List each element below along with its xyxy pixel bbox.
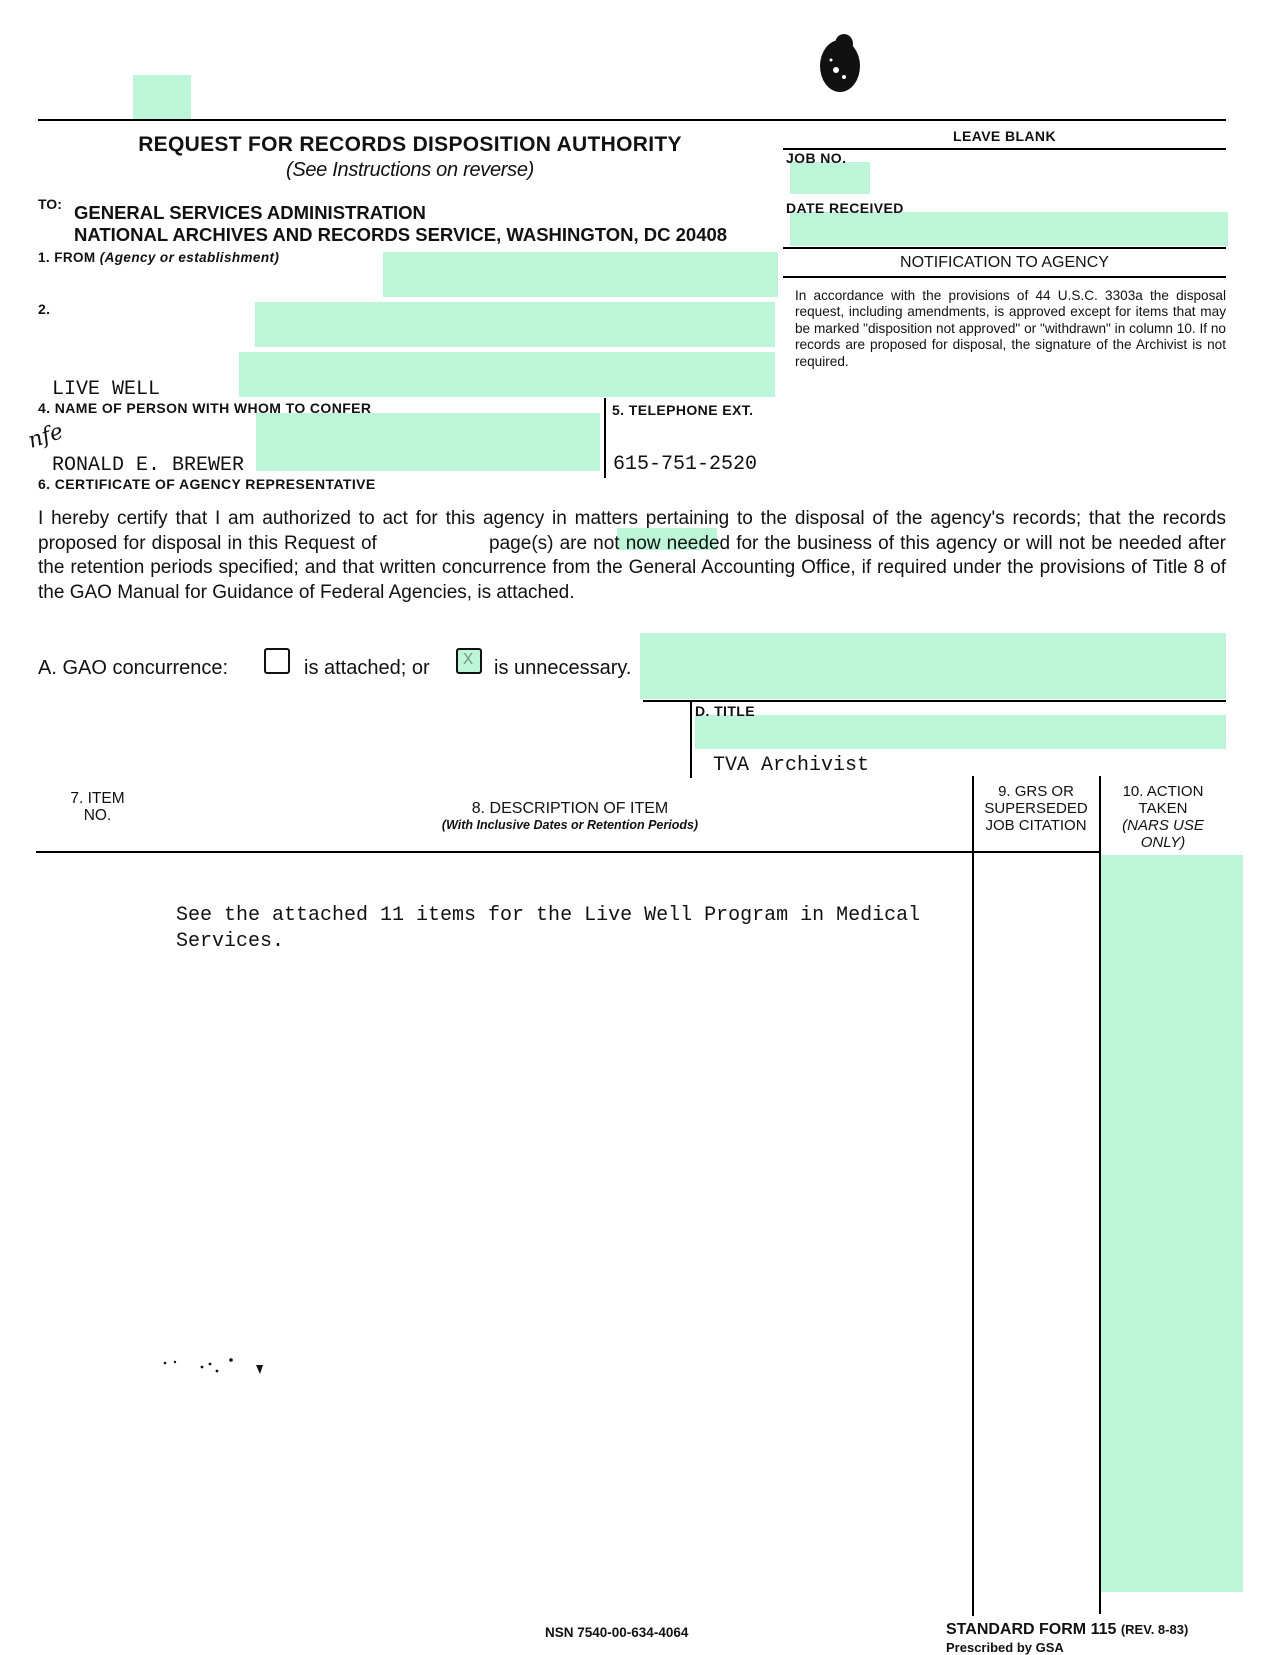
- stamp-mark: [814, 30, 866, 96]
- nsn-number: NSN 7540-00-634-4064: [545, 1625, 689, 1640]
- from-hint: (Agency or establishment): [99, 250, 280, 265]
- notification-heading: NOTIFICATION TO AGENCY: [900, 254, 1109, 271]
- job-no-label: JOB NO.: [786, 150, 847, 166]
- form-subtitle: (See Instructions on reverse): [285, 159, 535, 181]
- phone-label: 5. TELEPHONE EXT.: [612, 402, 754, 418]
- col-grs-header: 9. GRS OR SUPERSEDED JOB CITATION: [984, 783, 1088, 834]
- rule-title-divider: [690, 700, 692, 778]
- rule-notification-top: [783, 247, 1226, 249]
- col-description-hint: (With Inclusive Dates or Retention Periods): [441, 818, 699, 832]
- redaction-top: [133, 75, 191, 119]
- rule-leave-blank: [783, 148, 1226, 150]
- rule-phone-divider: [604, 398, 606, 478]
- col-action-hint: (NARS USE ONLY): [1122, 817, 1204, 851]
- field-3-value: LIVE WELL: [52, 378, 161, 401]
- from-label: [38, 250, 279, 265]
- to-line-1: GENERAL SERVICES ADMINISTRATION: [74, 202, 426, 223]
- certificate-label: 6. CERTIFICATE OF AGENCY REPRESENTATIVE: [38, 476, 376, 492]
- item-description-line-1: See the attached 11 items for the Live Well Program in Medical: [176, 904, 921, 927]
- to-label: TO:: [38, 196, 62, 212]
- gao-unnecessary-text: is unnecessary.: [494, 657, 632, 679]
- item-description-line-2: Services.: [176, 930, 285, 953]
- gao-attached-checkbox[interactable]: [264, 648, 290, 674]
- rule-notification-bottom: [783, 276, 1226, 278]
- gao-attached-text: is attached; or: [304, 657, 430, 679]
- certificate-text-before: I hereby certify that I am authorized to act for this agency in matters pertaining to the disposal of the agency's records; that the records proposed for disposal in this Request of: [38, 508, 1226, 554]
- rule-col9-left: [972, 776, 974, 1616]
- field-2-label: 2.: [38, 301, 51, 317]
- gao-label: A. GAO concurrence:: [38, 657, 229, 679]
- col-item-no-header: 7. ITEM NO.: [70, 790, 125, 824]
- contact-value: RONALD E. BREWER: [52, 454, 245, 477]
- contact-field[interactable]: [256, 413, 600, 471]
- phone-value: 615-751-2520: [613, 453, 758, 476]
- col-action-title: 10. ACTION TAKEN: [1122, 783, 1204, 817]
- standard-form-rev: (REV. 8-83): [1120, 1622, 1189, 1637]
- field-3[interactable]: [239, 352, 775, 397]
- form-title: REQUEST FOR RECORDS DISPOSITION AUTHORITY: [138, 133, 682, 156]
- from-field[interactable]: [383, 252, 778, 297]
- title-value: TVA Archivist: [713, 754, 870, 777]
- prescribed-by: Prescribed by GSA: [946, 1640, 1064, 1655]
- signature-field[interactable]: [640, 633, 1226, 699]
- certificate-text: [38, 507, 1226, 605]
- standard-form: [946, 1621, 1188, 1639]
- action-taken-column: [1101, 855, 1243, 1592]
- initials-handwritten: nfe: [25, 419, 67, 454]
- col-description-title: 8. DESCRIPTION OF ITEM: [471, 800, 669, 817]
- title-label: D. TITLE: [695, 703, 755, 719]
- to-line-2: NATIONAL ARCHIVES AND RECORDS SERVICE, WASHINGTON, DC 20408: [74, 224, 728, 245]
- standard-form-name: STANDARD FORM 115: [946, 1621, 1117, 1638]
- rule-table-header: [36, 851, 1100, 853]
- certificate-text-after: page(s) are not now needed for the business of this agency or will not be needed after the retention periods specified; and that written concurrence from the General Accounting Office, if required under the provisions of Title 8 of the GAO Manual for Guidance of Federal Agencies, is attached.: [38, 532, 1226, 603]
- notification-text: In accordance with the provisions of 44 U.S.C. 3303a the disposal request, including amendments, is approved except for items that may be marked "disposition not approved" or "withdrawn" in column 10. If no records are proposed for disposal, the signature of the Archivist is not required.: [795, 288, 1226, 369]
- gao-unnecessary-mark: X: [463, 651, 474, 670]
- col-description-header: [300, 800, 840, 834]
- col-action-header: [1103, 783, 1223, 851]
- date-received-label: DATE RECEIVED: [786, 200, 904, 216]
- scan-specks: [160, 1352, 280, 1382]
- leave-blank-heading: LEAVE BLANK: [953, 128, 1056, 144]
- rule-top: [38, 119, 1226, 121]
- date-received-field[interactable]: [790, 212, 1228, 246]
- rule-signature: [643, 700, 1226, 702]
- gao-unnecessary-checkbox[interactable]: [456, 648, 482, 674]
- contact-label: 4. NAME OF PERSON WITH WHOM TO CONFER: [38, 400, 372, 416]
- job-no-field[interactable]: [790, 162, 870, 194]
- from-label-text: 1. FROM: [38, 250, 96, 265]
- rule-col10-left: [1099, 776, 1101, 1614]
- title-field[interactable]: [695, 715, 1226, 749]
- field-2[interactable]: [255, 302, 775, 347]
